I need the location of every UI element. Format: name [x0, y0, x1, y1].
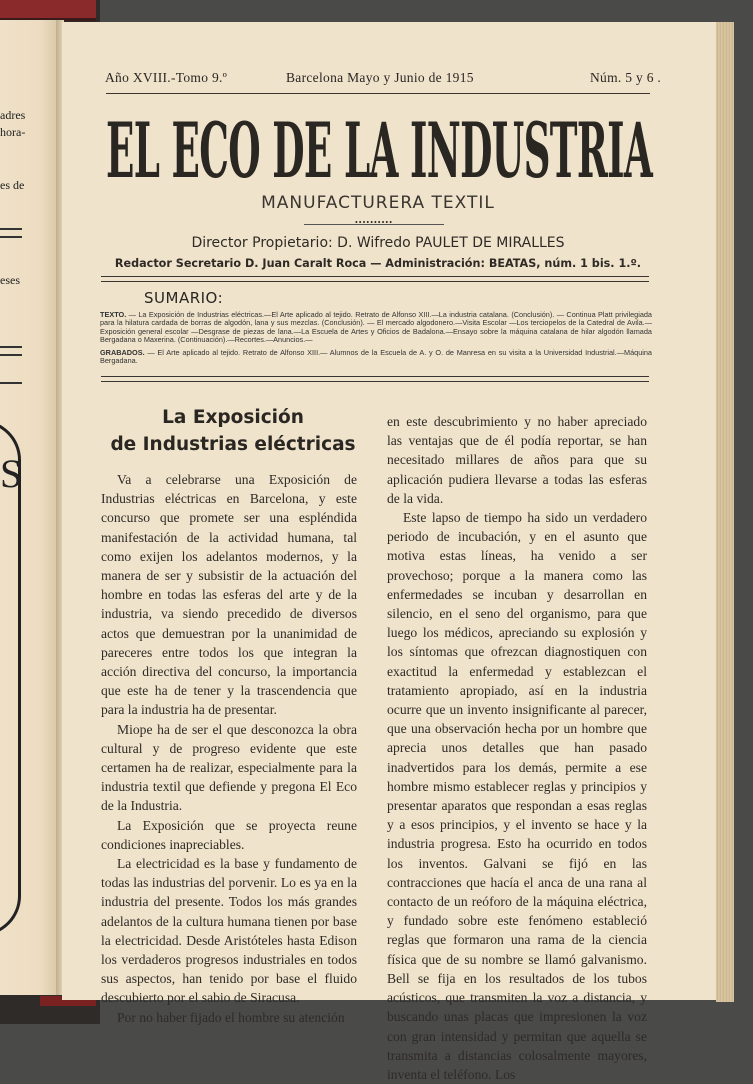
masthead [106, 103, 653, 197]
masthead-subtitle: MANUFACTURERA TEXTIL [261, 193, 495, 213]
sumario-texto-label: TEXTO. [100, 310, 127, 319]
binding-red-strip [0, 0, 96, 21]
article-title-line1: La Exposición [162, 407, 304, 428]
ornament-dots: •••••••••• [354, 218, 393, 227]
sumario-grabados [100, 349, 652, 366]
sumario-texto-content: — La Exposición de Industrias eléctricas.—El Arte aplicado al tejido. Retrato de Alfonso XIII.—La industria catalana. (Conclusión). — Continua Platt privilegiada para la hilatura cardada de borras de algodón, lana y sus mezclas. (Conclusión). — El mercado algodonero.—Visita Escolar —Los terciopelos de la Catedral de Avila.—Exposición general escolar —Desgrase de piezas de lana.—La Escuela de Artes y Oficios de Badalona.—Ensayo sobre la máquina catalana de hilar algodón llamada Bergadana o Maxerina. (Continuación).—Recortes.—Anuncios.— [100, 310, 652, 344]
left-page-text: hora- [0, 125, 26, 139]
left-page-rule [0, 354, 22, 356]
paragraph: Este lapso de tiempo ha sido un verdadero periodo de incubación, y en el asunto que motiva estas líneas, ha venido a ser provechoso; porque a la manera como las enfermedades se incuban y desarrollan en silencio, en el seno del organismo, para que luego los médicos, apreciando su explosión y los síntomas que ofrezcan diagnostiquen con exactitud la enfermedad y establezcan el tratamiento apropiado, así en la industria ocurre que un invento insignificante al parecer, que una observación hecha por un hombre que aprecia unos detalles que han pasado inadvertidos para los demás, permite a ese hombre mismo establecer reglas y principios y presentar aparatos que respondan a esas reglas y a esos principios, y el invento se hace y la industria progresa. Esto ha ocurrido en todos los inventos. Galvani se fijó en las contracciones que hacía el anca de una rana al contacto de un reóforo de la máquina eléctrica, y fundado sobre este fenómeno estableció reglas que formaron una rama de la ciencia física que de su nombre se llamó galvanismo. Bell se fija en los resultados de los tubos acústicos, que transmiten la voz a distancia, y buscando unas placas que impresionen la voz con gran intensidad y permitan que aquella se transmita a distancias colosalmente mayores, inventa el teléfono. Los [387, 510, 647, 1082]
director-line: Director Propietario: D. Wifredo PAULET DE MIRALLES [191, 235, 565, 251]
left-page-text: adres [0, 108, 26, 122]
double-rule [101, 376, 649, 382]
left-page-ornament [0, 420, 21, 936]
sumario-grabados-content: — El Arte aplicado al tejido. Retrato de Alfonso XIII.— Alumnos de la Escuela de A. y O. de Manresa en su visita a la Universidad Industrial.—Máquina Bergadana. [100, 348, 652, 366]
double-rule [101, 276, 649, 282]
left-page-rule [0, 228, 22, 230]
paragraph: en este descubrimiento y no haber apreciado las ventajas que de él podía reportar, se han necesitado millares de años para que su aplicación pudiera llevarse a todas las esferas de la vida. [387, 414, 647, 506]
page-edge [716, 22, 734, 1002]
left-page-text: es de [0, 178, 25, 192]
article-right-column [387, 412, 647, 1084]
issue-date: Barcelona Mayo y Junio de 1915 [286, 70, 474, 85]
left-page-rule [0, 382, 22, 384]
header-rule [106, 93, 650, 94]
left-page-rule [0, 236, 22, 238]
ornament-rule [304, 224, 444, 225]
paragraph: La Exposición que se proyecta reune condiciones inapreciables. [101, 817, 357, 852]
sumario-grabados-label: GRABADOS. [100, 348, 145, 357]
sumario-title: SUMARIO: [144, 289, 224, 307]
left-page-letter: S [0, 451, 23, 496]
redactor-line: Redactor Secretario D. Juan Caralt Roca — Administración: BEATAS, núm. 1 bis. 1.º. [114, 257, 642, 270]
article-left-column [101, 470, 357, 1027]
issue-number: Núm. 5 y 6 . [590, 70, 662, 85]
masthead-title: EL ECO DE LA INDUSTRIA [106, 107, 653, 197]
paragraph: La electricidad es la base y fundamento de todas las industrias del porvenir. Lo es ya en la industria del presente. Todos los más grandes adelantos de la cultura humana tienen por base la electricidad. Desde Aristóteles hasta Edison los verdaderos progresos industriales en todos sus aspectos, han tenido por base el fluido descubierto por el sabio de Siracusa. [101, 856, 357, 1006]
left-page-text: eses [0, 273, 20, 287]
paragraph: Por no haber fijado el hombre su atención [117, 1009, 345, 1025]
left-page-rule [0, 346, 22, 348]
paragraph: Va a celebrarse una Exposición de Industrias eléctricas en Barcelona, y este concurso que promete ser una espléndida manifestación de la actividad humana, tal como exijen los adelantos modernos, y la manera de ser y subsistir de la actuación del hombre en todas las esferas del arte y de la industria, va siendo precedido de diversos actos que demuestran por la unanimidad de pareceres entre todos los que integran la acción directiva del concurso, la importancia que este ha de tener y la trascendencia que para la industria ha de presentar. [101, 472, 357, 718]
sumario-texto [100, 311, 652, 344]
paragraph: Miope ha de ser el que desconozca la obra cultural y de progreso evidente que este certamen ha de realizar, especialmente para la industria textil que defiende y pregona El Eco de la Industria. [101, 721, 357, 814]
issue-volume: Año XVIII.-Tomo 9.º [105, 70, 228, 85]
article-title [106, 404, 360, 458]
left-page-fragment [0, 20, 58, 1000]
article-title-line2: de Industrias eléctricas [110, 434, 356, 455]
